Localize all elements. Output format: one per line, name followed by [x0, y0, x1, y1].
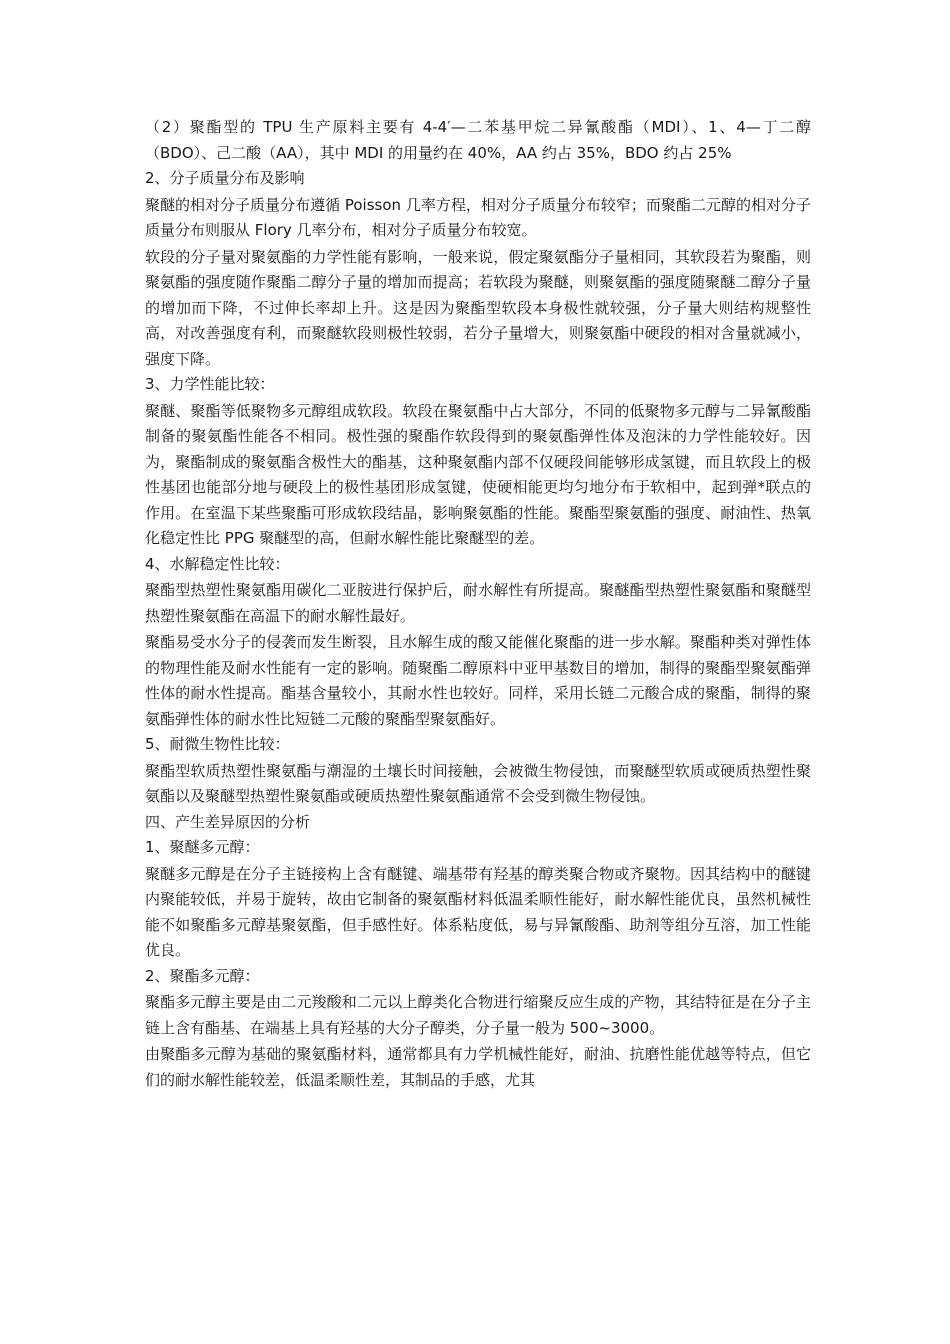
paragraph-polyester-properties: 由聚酯多元醇为基础的聚氨酯材料，通常都具有力学机械性能好，耐油、抗磨性能优越等特点，但它们的耐水解性能较差，低温柔顺性差，其制品的手感，尤其 — [145, 1045, 811, 1089]
section-heading-polyether-polyol: 1、聚醚多元醇： — [145, 838, 260, 856]
paragraph-polyester-polyol: 聚酯多元醇主要是由二元羧酸和二元以上醇类化合物进行缩聚反应生成的产物，其结特征是在分子主链上含有酯基、在端基上具有羟基的大分子醇类，分子量一般为 500~3000。 — [145, 993, 811, 1037]
paragraph-molecular-weight-distribution: 聚醚的相对分子质量分布遵循 Poisson 几率方程，相对分子质量分布较窄；而聚酯二元醇的相对分子质量分布则服从 Flory 几率分布，相对分子质量分布较宽。 — [145, 195, 811, 239]
paragraph-hydrolysis-mechanism: 聚酯易受水分子的侵袭而发生断裂，且水解生成的酸又能催化聚酯的进一步水解。聚酯种类对弹性体的物理性能及耐水性能有一定的影响。随聚酯二醇原料中亚甲基数目的增加，制得的聚酯型聚氨酯弹性体的耐水性提高。酯基含量较小，其耐水性也较好。同样，采用长链二元酸合成的聚酯，制得的聚氨酯弹性体的耐水性比短链二元酸的聚酯型聚氨酯好。 — [145, 633, 811, 728]
paragraph-hydrolysis-protection: 聚酯型热塑性聚氨酯用碳化二亚胺进行保护后，耐水解性有所提高。聚醚酯型热塑性聚氨酯和聚醚型热塑性聚氨酯在高温下的耐水解性最好。 — [145, 581, 811, 625]
section-heading-molecular-weight: 2、分子质量分布及影响 — [145, 169, 305, 187]
paragraph-tpu-raw-materials: （2）聚酯型的 TPU 生产原料主要有 4-4′—二苯基甲烷二异氰酸酯（MDI）、1、4—丁二醇（BDO）、己二酸（AA），其中 MDI 的用量约在 40%，AA 约占 35%，BDO 约占 25% — [145, 118, 811, 162]
section-heading-polyester-polyol: 2、聚酯多元醇： — [145, 966, 260, 985]
section-heading-mechanical: 3、力学性能比较： — [145, 375, 275, 393]
paragraph-mechanical-comparison: 聚醚、聚酯等低聚物多元醇组成软段。软段在聚氨酯中占大部分，不同的低聚物多元醇与二异氰酸酯制备的聚氨酯性能各不相同。极性强的聚酯作软段得到的聚氨酯弹性体及泡沫的力学性能较好。因为，聚酯制成的聚氨酯含极性大的酯基，这种聚氨酯内部不仅硬段间能够形成氢键，而且软段上的极性基团也能部分地与硬段上的极性基团形成氢键，使硬相能更均匀地分布于软相中，起到弹*联点的作用。在室温下某些聚酯可形成软段结晶，影响聚氨酯的性能。聚酯型聚氨酯的强度、耐油性、热氧化稳定性比 PPG 聚醚型的高，但耐水解性能比聚醚型的差。 — [145, 401, 811, 547]
section-heading-cause-analysis: 四、产生差异原因的分析 — [145, 812, 311, 831]
paragraph-soft-segment-effect: 软段的分子量对聚氨酯的力学性能有影响，一般来说，假定聚氨酯分子量相同，其软段若为聚酯，则聚氨酯的强度随作聚酯二醇分子量的增加而提高；若软段为聚醚，则聚氨酯的强度随聚醚二醇分子量的增加而下降，不过伸长率却上升。这是因为聚酯型软段本身极性就较强，分子量大则结构规整性高，对改善强度有利，而聚醚软段则极性较弱，若分子量增大，则聚氨酯中硬段的相对含量就减小，强度下降。 — [145, 247, 811, 368]
paragraph-microbial-resistance: 聚酯型软质热塑性聚氨酯与潮湿的土壤长时间接触，会被微生物侵蚀，而聚醚型软质或硬质热塑性聚氨酯以及聚醚型热塑性聚氨酯或硬质热塑性聚氨酯通常不会受到微生物侵蚀。 — [145, 761, 811, 805]
section-heading-hydrolysis: 4、水解稳定性比较： — [145, 554, 290, 573]
paragraph-polyether-polyol: 聚醚多元醇是在分子主链接构上含有醚键、端基带有羟基的醇类聚合物或齐聚物。因其结构中的醚键内聚能较低，并易于旋转，故由它制备的聚氨酯材料低温柔顺性能好，耐水解性能优良，虽然机械性能不如聚酯多元醇基聚氨酯，但手感性好。体系粘度低，易与异氰酸酯、助剂等组分互溶，加工性能优良。 — [145, 864, 811, 959]
document-page — [145, 114, 811, 1093]
section-heading-microbial: 5、耐微生物性比较： — [145, 735, 290, 753]
